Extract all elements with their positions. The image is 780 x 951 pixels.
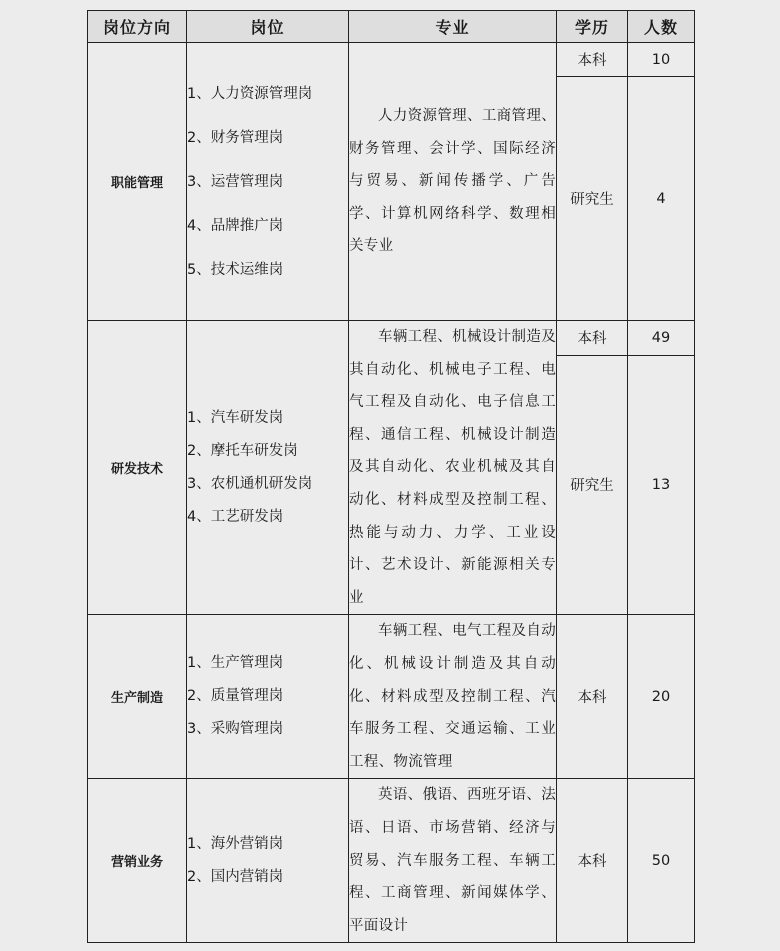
- direction-cell: 职能管理: [88, 43, 187, 321]
- position-item: 3、运营管理岗: [187, 173, 284, 190]
- position-item: 2、摩托车研发岗: [187, 442, 298, 459]
- count-cell: 4: [628, 77, 695, 321]
- position-item: 2、财务管理岗: [187, 129, 284, 146]
- major-text: 英语、俄语、西班牙语、法语、日语、市场营销、经济与贸易、汽车服务工程、车辆工程、工商管理、新闻媒体学、平面设计: [349, 787, 556, 934]
- position-item: 4、工艺研发岗: [187, 508, 284, 525]
- position-item: 4、品牌推广岗: [187, 217, 284, 234]
- position-item: 1、生产管理岗: [187, 655, 284, 672]
- table-row: [88, 321, 695, 356]
- positions-cell: [187, 43, 349, 321]
- recruitment-table: [87, 10, 695, 943]
- header-position: 岗位: [187, 11, 349, 43]
- education-cell: 本科: [557, 615, 628, 779]
- table-row: [88, 779, 695, 943]
- major-cell: [349, 615, 557, 779]
- position-item: 2、质量管理岗: [187, 688, 284, 705]
- position-item: 3、农机通机研发岗: [187, 475, 313, 492]
- major-cell: [349, 321, 557, 615]
- direction-cell: 生产制造: [88, 615, 187, 779]
- positions-cell: [187, 779, 349, 943]
- header-education: 学历: [557, 11, 628, 43]
- count-cell: 20: [628, 615, 695, 779]
- education-cell: 研究生: [557, 355, 628, 615]
- count-cell: 10: [628, 43, 695, 77]
- position-item: 1、汽车研发岗: [187, 409, 284, 426]
- header-row: [88, 11, 695, 43]
- header-direction: 岗位方向: [88, 11, 187, 43]
- position-item: 1、人力资源管理岗: [187, 85, 313, 102]
- count-cell: 13: [628, 355, 695, 615]
- header-major: 专业: [349, 11, 557, 43]
- header-count: 人数: [628, 11, 695, 43]
- education-cell: 本科: [557, 321, 628, 356]
- positions-cell: [187, 615, 349, 779]
- education-cell: 本科: [557, 779, 628, 943]
- major-cell: [349, 779, 557, 943]
- table-row: [88, 43, 695, 77]
- position-item: 1、海外营销岗: [187, 835, 284, 852]
- count-cell: 50: [628, 779, 695, 943]
- direction-cell: 研发技术: [88, 321, 187, 615]
- position-item: 2、国内营销岗: [187, 868, 284, 885]
- major-cell: [349, 43, 557, 321]
- table-row: [88, 615, 695, 779]
- position-item: 3、采购管理岗: [187, 721, 284, 738]
- major-text: 人力资源管理、工商管理、财务管理、会计学、国际经济与贸易、新闻传播学、广告学、计算机网络科学、数理相关专业: [349, 108, 556, 255]
- major-text: 车辆工程、电气工程及自动化、机械设计制造及其自动化、材料成型及控制工程、汽车服务工程、交通运输、工业工程、物流管理: [349, 623, 556, 770]
- major-text: 车辆工程、机械设计制造及其自动化、机械电子工程、电气工程及自动化、电子信息工程、通信工程、机械设计制造及其自动化、农业机械及其自动化、材料成型及控制工程、热能与动力、力学、工业设计、艺术设计、新能源相关专业: [349, 329, 556, 606]
- position-item: 5、技术运维岗: [187, 261, 284, 278]
- positions-cell: [187, 321, 349, 615]
- direction-cell: 营销业务: [88, 779, 187, 943]
- education-cell: 本科: [557, 43, 628, 77]
- education-cell: 研究生: [557, 77, 628, 321]
- count-cell: 49: [628, 321, 695, 356]
